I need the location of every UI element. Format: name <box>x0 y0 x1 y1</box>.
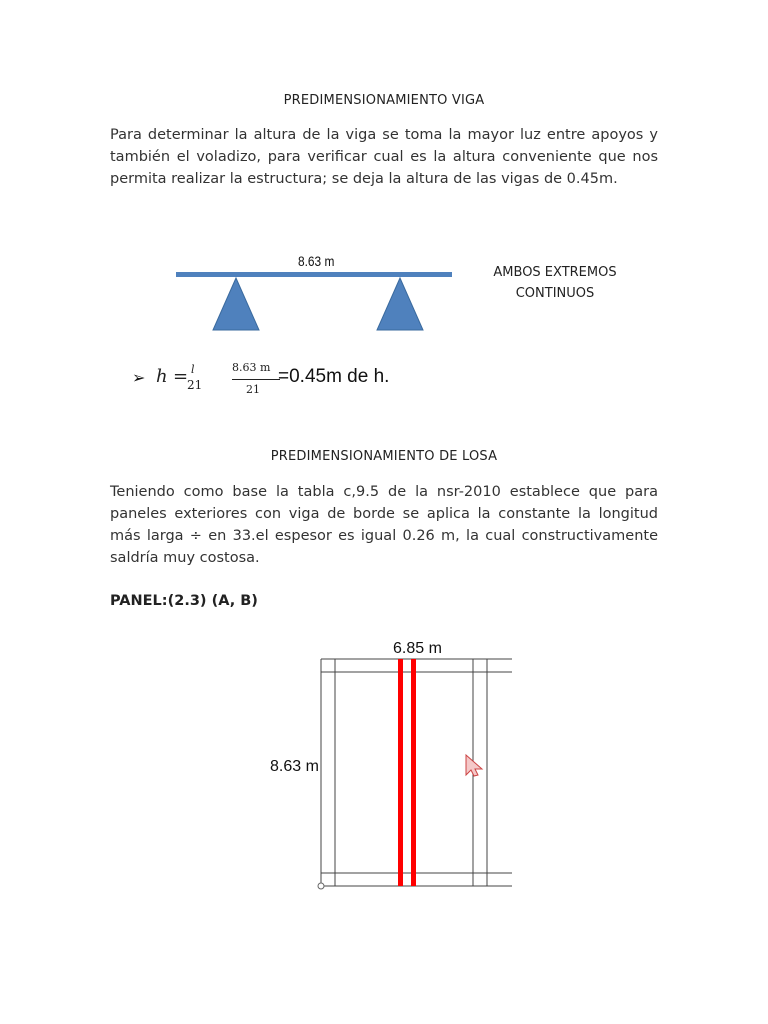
formula-l: l <box>191 363 195 376</box>
formula-21: 21 <box>187 378 203 392</box>
paragraph-losa: Teniendo como base la tabla c,9.5 de la nsr-2010 establece que para paneles exteriores con viga de borde se aplica la constante la longitud más larga ÷ en 33.el espesor es igual 0.26 m, la cual constructivamente saldría muy costosa. <box>110 484 658 566</box>
panel-title: PANEL:(2.3) (A, B) <box>110 593 258 609</box>
beam-note-line1: AMBOS EXTREMOS <box>493 265 617 280</box>
fraction-bar <box>232 379 280 380</box>
formula-equals: = <box>173 366 189 387</box>
fraction-numerator: 8.63 m <box>232 361 271 374</box>
formula <box>132 358 552 403</box>
paragraph-viga: Para determinar la altura de la viga se toma la mayor luz entre apoyos y también el voladizo, para verificar cual es la altura conveniente que nos permita realizar la estructura; se deja la altura de las vigas de 0.45m. <box>110 127 658 187</box>
support-right <box>377 278 423 330</box>
red-beam-right <box>411 659 416 886</box>
section-title-losa: PREDIMENSIONAMIENTO DE LOSA <box>270 449 498 464</box>
beam-note <box>470 262 640 304</box>
span-label: 8.63 m <box>298 253 335 269</box>
fraction-denominator: 21 <box>246 383 260 396</box>
panel-side-label: 8.63 m <box>270 758 319 775</box>
support-left <box>213 278 259 330</box>
beam-bar <box>176 272 452 277</box>
formula-h: h <box>156 366 168 387</box>
panel-drawing <box>314 656 516 892</box>
panel-top-label: 6.85 m <box>393 640 442 657</box>
formula-result: =0.45m de h. <box>278 366 390 387</box>
node-marker <box>318 883 324 889</box>
cursor-icon <box>466 755 482 776</box>
section-title-viga: PREDIMENSIONAMIENTO VIGA <box>283 93 485 108</box>
red-beam-left <box>398 659 403 886</box>
bullet-icon: ➢ <box>132 368 146 387</box>
beam-note-line2: CONTINUOS <box>515 286 595 301</box>
